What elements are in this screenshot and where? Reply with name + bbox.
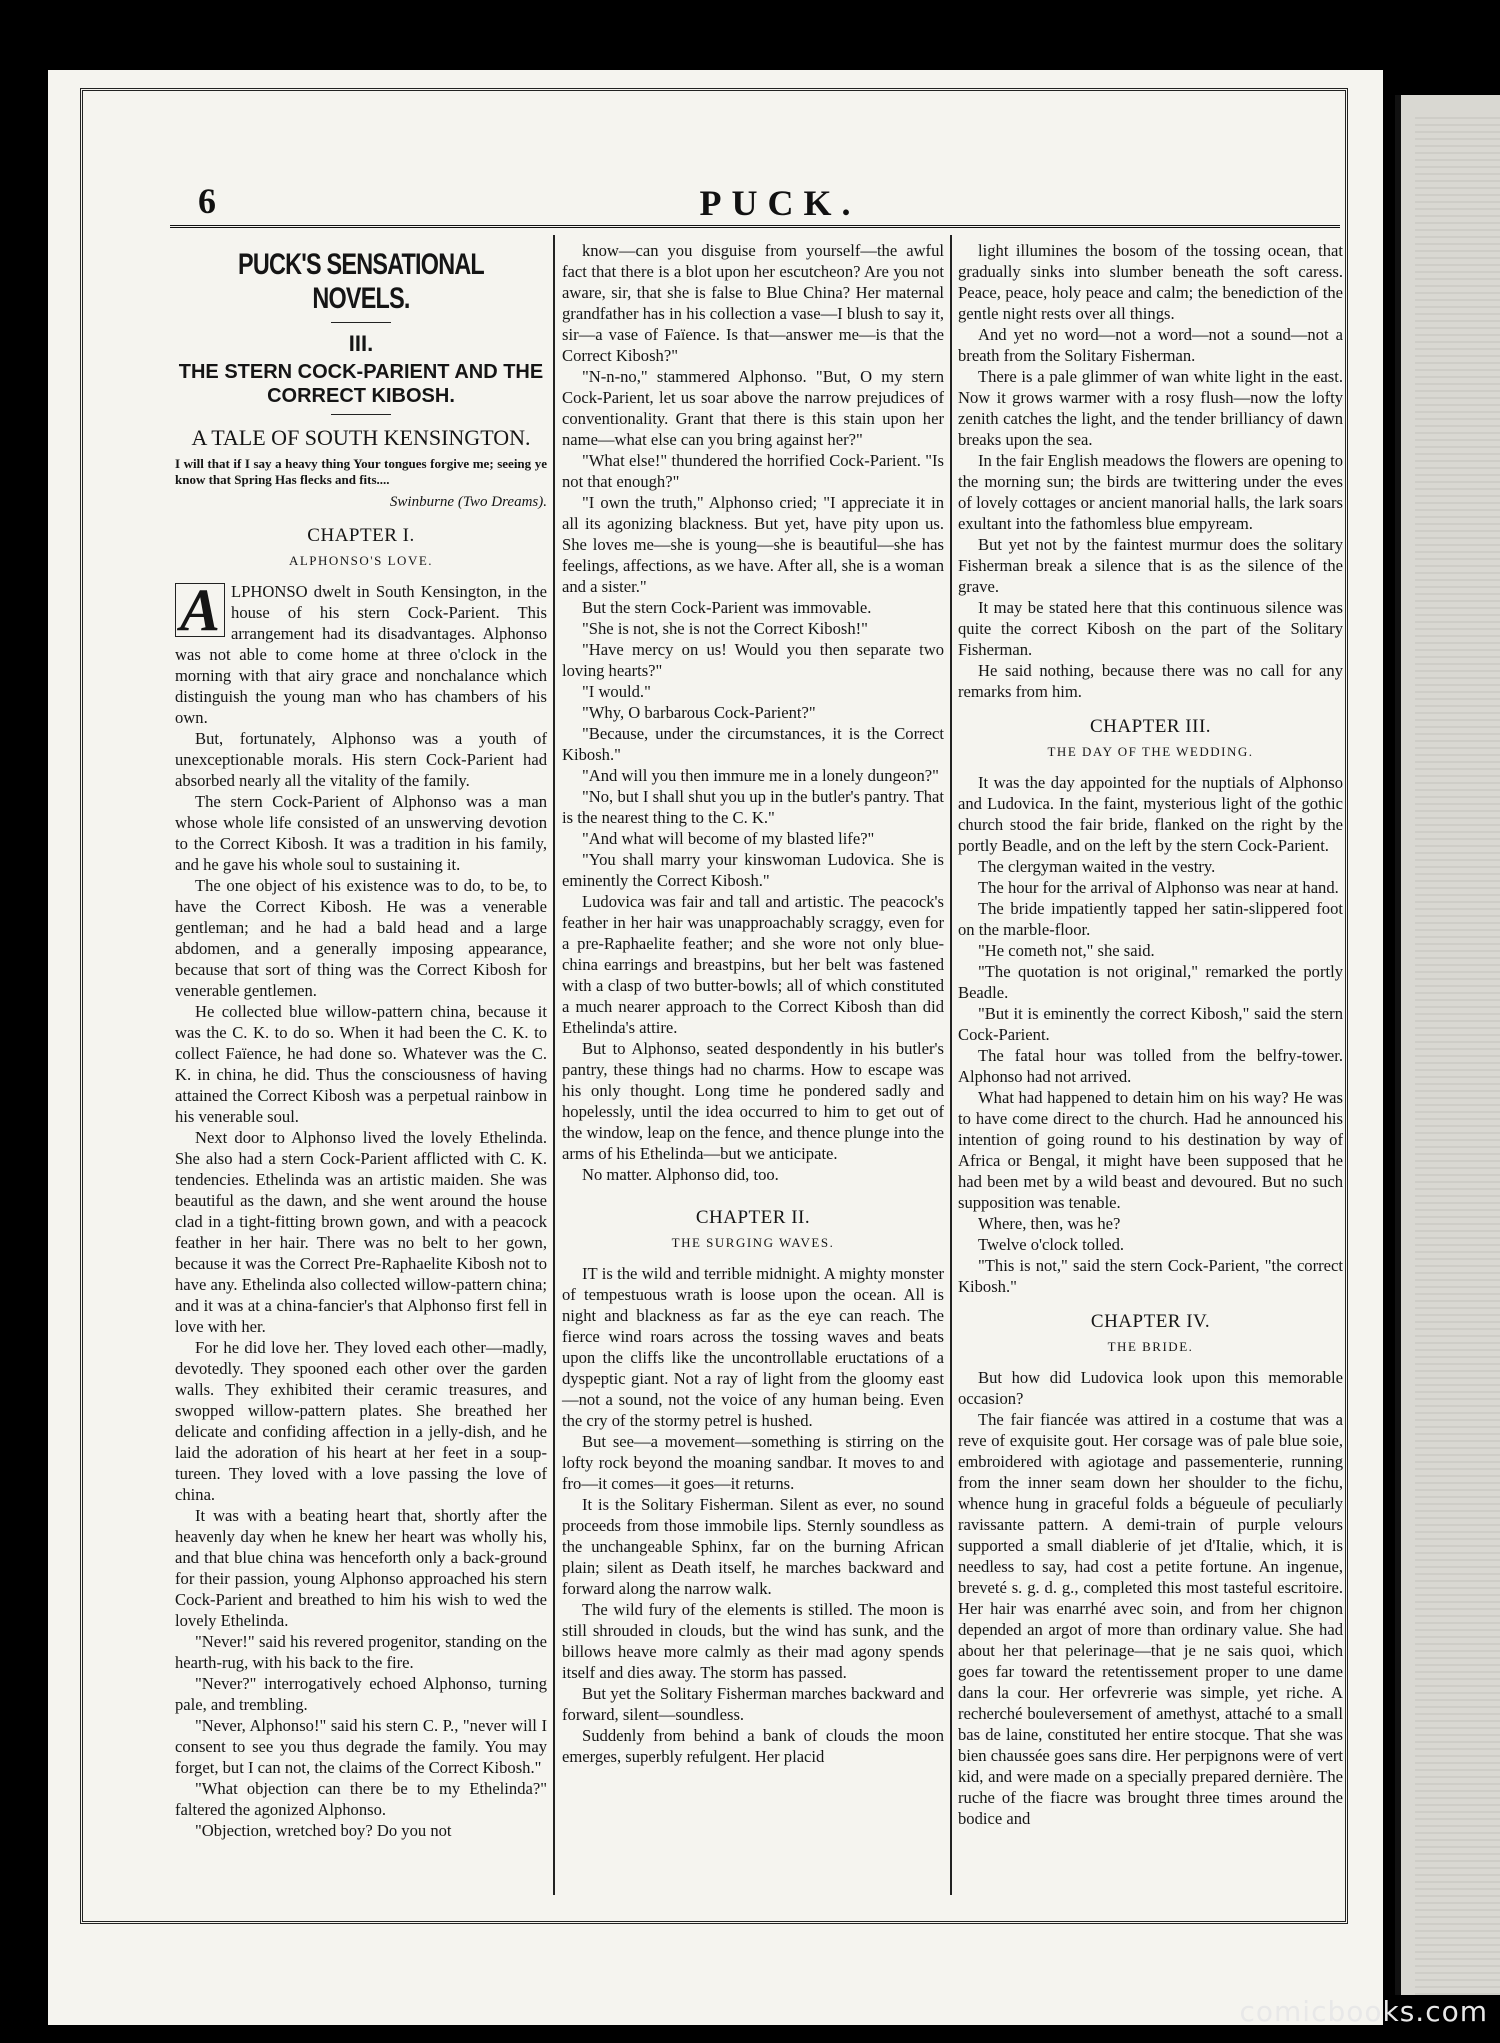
chapter-subtitle: THE SURGING WAVES. [671, 1235, 835, 1250]
paragraph: know—can you disguise from yourself—the awful fact that there is a blot upon her escutcheon? Are you not aware, sir, that she is false to Blue China? Her maternal grandfather has in his collection a vase—I blush to say it, sir—a vase of Faïence. Is that—answer me—is that the Correct Kibosh?" [562, 241, 944, 365]
paragraph: The one object of his existence was to do, to be, to have the Correct Kibosh. He was a venerable gentleman; and he had a bald head and a large abdomen, and a generally imposing appearance, because that sort of thing was the Correct Kibosh for venerable gentlemen. [175, 876, 547, 1000]
chapter-heading: CHAPTER II. [695, 1207, 811, 1228]
paragraph: The bride impatiently tapped her satin-slippered foot on the marble-floor. [958, 899, 1343, 939]
chapter-heading: CHAPTER I. [307, 525, 415, 546]
paragraph: But yet not by the faintest murmur does the solitary Fisherman break a silence that is as the silence of the grave. [958, 535, 1343, 596]
paragraph: "Because, under the circumstances, it is the Correct Kibosh." [562, 724, 944, 764]
paragraph: But to Alphonso, seated despondently in his butler's pantry, these things had no charms. How to escape was his only thought. Long time he pondered sadly and hopelessly, until the idea occurred to him to get out of the window, leap on the fence, and thence plunge into the arms of his Ethelinda—but we anticipate. [562, 1039, 944, 1163]
paragraph: "And will you then immure me in a lonely dungeon?" [582, 766, 939, 785]
paragraph: "N-n-no," stammered Alphonso. "But, O my stern Cock-Parient, let us soar above the narrow prejudices of conventionality. Grant that there is this stain upon her name—what else can you bring against her?" [562, 367, 944, 449]
epigraph: I will that if I say a heavy thing Your tongues forgive me; seeing ye know that Spring Has flecks and fits.... [175, 456, 547, 487]
paragraph: The clergyman waited in the vestry. [978, 857, 1216, 876]
paragraph: Ludovica was fair and tall and artistic. The peacock's feather in her hair was unapproachably scraggy, even for a pre-Raphaelite feather; and she wore not only blue-china earrings and breastpins, but her belt was fastened with a clasp of two butter-bowls; all of which constituted a much nearer approach to the Correct Kibosh than did Ethelinda's attire. [562, 892, 944, 1037]
paragraph: "He cometh not," she said. [978, 941, 1155, 960]
paragraph: It may be stated here that this continuous silence was quite the correct Kibosh on the part of the Solitary Fisherman. [958, 598, 1343, 659]
paragraph: "And what will become of my blasted life?" [582, 829, 875, 848]
epigraph-attribution: Swinburne (Two Dreams). [389, 494, 547, 510]
drop-cap: A [175, 583, 225, 637]
paragraph: The wild fury of the elements is stilled. The moon is still shrouded in clouds, but the wind has sunk, and the billows heave more calmly as their mad agony spends itself and dies away. The storm has passed. [562, 1600, 944, 1682]
paragraph: The hour for the arrival of Alphonso was near at hand. [978, 878, 1339, 897]
paragraph: It is the Solitary Fisherman. Silent as ever, no sound proceeds from those immobile lips. Sternly soundless as the unchangeable Sphinx, far on the burning African plain; silent as Death itself, he marches backward and forward along the narrow walk. [562, 1495, 944, 1598]
paragraph: IT is the wild and terrible midnight. A mighty monster of tempestuous wrath is loose upon the ocean. All is night and blackness as far as the eye can reach. The fierce wind roars across the tossing waves and beats upon the cliffs like the uncontrollable eructations of a dyspeptic giant. Not a ray of light from the gloomy east—not a sound, not the voice of any human being. Even the cry of the stormy petrel is hushed. [562, 1264, 944, 1430]
chapter-heading: CHAPTER III. [1089, 716, 1212, 737]
watermark: comicbooks.com [1239, 1995, 1488, 2028]
chapter-1-text [175, 577, 547, 1841]
paragraph: But the stern Cock-Parient was immovable. [582, 598, 872, 617]
adjacent-page-edge [1395, 95, 1500, 1995]
paragraph: What had happened to detain him on his way? He was to have come direct to the church. Had he announced his intention of going round to his destination by way of Africa or Bengal, it might have been supposed that he had been met by a wild beast and devoured. But no such supposition was tenable. [958, 1088, 1343, 1212]
paragraph: "What objection can there be to my Ethelinda?" faltered the agonized Alphonso. [175, 1779, 547, 1819]
paragraph: "This is not," said the stern Cock-Parient, "the correct Kibosh." [958, 1256, 1343, 1296]
paragraph: But how did Ludovica look upon this memorable occasion? [958, 1368, 1343, 1408]
paragraph: The fair fiancée was attired in a costume that was a reve of exquisite gout. Her corsage was of pale blue soie, embroidered with agiotage and passementerie, running from the inner seam down her shoulder to the fichu, whence hung in graceful folds a bégueule of peculiarly ravissante pattern. A demi-train of purple velours supported a small diablerie of jet d'Italie, which, it is needless to say, had cost a petite fortune. An ingenue, breveté s. g. d. g., completed this most tasteful escritoire. Her hair was enarrhé avec soin, and from her chignon depended an argot of more than ordinary value. She had about her that pelerinage—that je ne sais quoi, which goes far toward the retentissement proper to une dame dans la cour. Her orfevrerie was simple, yet riche. A recherché bouleversement of amethyst, attaché to a small bas de laine, constituted her entire stocque. That she was bien chaussée goes sans dire. Her perpignons were of vert kid, and were made on a specially prepared dernière. The ruche of the fiacre was brought three times around the bodice and [958, 1410, 1343, 1828]
paragraph: There is a pale glimmer of wan white light in the east. Now it grows warmer with a rosy flush—now the lofty zenith catches the light, and the tender brilliancy of dawn breaks upon the sea. [958, 367, 1343, 449]
paragraph: He collected blue willow-pattern china, because it was the C. K. to do so. When it had been the C. K. to collect Faïence, he had done so. Whatever was the C. K. in china, he did. Thus the consciousness of having attained the Correct Kibosh was a perpetual rainbow in his venerable soul. [175, 1002, 547, 1126]
chapter-heading: CHAPTER IV. [1090, 1311, 1211, 1332]
paragraph: Suddenly from behind a bank of clouds the moon emerges, superbly refulgent. Her placid [562, 1726, 944, 1766]
header-rule [170, 225, 1340, 228]
paragraph: Twelve o'clock tolled. [978, 1235, 1125, 1254]
paragraph: For he did love her. They loved each other—madly, devotedly. They spooned each other over the garden walls. They exhibited their ceramic treasures, and swopped willow-pattern plates. She breathed her delicate and confiding affection in a jelly-dish, and he laid the adoration of his heart at her feet in a soup-tureen. They loved with a love passing the love of china. [175, 1338, 547, 1504]
masthead: PUCK. [699, 183, 861, 223]
story-title: THE STERN COCK-PARIENT AND THE CORRECT KIBOSH. [178, 361, 544, 407]
paragraph: It was with a beating heart that, shortly after the heavenly day when he knew her heart was wholly his, and that blue china was henceforth only a back-ground for their passion, young Alphonso approached his stern Cock-Parient and breathed to him his wish to wed the lovely Ethelinda. [175, 1506, 547, 1630]
paragraph: The stern Cock-Parient of Alphonso was a man whose whole life consisted of an unswerving devotion to the Correct Kibosh. It was a tradition in his family, and he gave his whole soul to sustaining it. [175, 792, 547, 874]
paragraph: He said nothing, because there was no call for any remarks from him. [958, 661, 1343, 701]
paragraph: "You shall marry your kinswoman Ludovica. She is eminently the Correct Kibosh." [562, 850, 944, 890]
paragraph: Next door to Alphonso lived the lovely Ethelinda. She also had a stern Cock-Parient afflicted with C. K. tendencies. Ethelinda was an artistic maiden. She was beautiful as the dawn, and she went around the house clad in a tight-fitting brown gown, and with a peacock feather in her hair. There was no belt to her gown, because it was the Correct Pre-Raphaelite Kibosh not to have any. Ethelinda also collected willow-pattern china; and it was at a china-fancier's that Alphonso first fell in love with her. [175, 1128, 547, 1336]
paragraph: "The quotation is not original," remarked the portly Beadle. [958, 962, 1343, 1002]
story-subtitle: A TALE OF SOUTH KENSINGTON. [191, 425, 531, 450]
paragraph: "Never, Alphonso!" said his stern C. P., "never will I consent to see you thus degrade the family. You may forget, but I can not, the claims of the Correct Kibosh." [175, 1716, 547, 1777]
paragraph: But see—a movement—something is stirring on the lofty rock beyond the moaning sandbar. It moves to and fro—it comes—it goes—it returns. [562, 1432, 944, 1493]
column-2 [562, 240, 944, 1767]
paragraph: "Never!" said his revered progenitor, standing on the hearth-rug, with his back to the fire. [175, 1632, 547, 1672]
paragraph: But, fortunately, Alphonso was a youth of unexceptionable morals. His stern Cock-Parient had absorbed nearly all the vitality of the family. [175, 729, 547, 790]
paragraph: "No, but I shall shut you up in the butler's pantry. That is the nearest thing to the C. K." [562, 787, 944, 827]
paragraph: "Why, O barbarous Cock-Parient?" [582, 703, 816, 722]
novel-number: III. [348, 331, 374, 356]
paragraph: In the fair English meadows the flowers are opening to the morning sun; the birds are twittering under the eves of lovely cottages or ancient manorial halls, the lark soars exultant into the fathomless blue empyream. [958, 451, 1343, 533]
column-3 [958, 240, 1343, 1829]
column-rule [553, 235, 555, 1895]
paragraph: The fatal hour was tolled from the belfry-tower. Alphonso had not arrived. [958, 1046, 1343, 1086]
paragraph: No matter. Alphonso did, too. [582, 1165, 779, 1184]
paragraph: "What else!" thundered the horrified Cock-Parient. "Is not that enough?" [562, 451, 944, 491]
paragraph: "Never?" interrogatively echoed Alphonso, turning pale, and trembling. [175, 1674, 547, 1714]
paragraph: "Have mercy on us! Would you then separate two loving hearts?" [562, 640, 944, 680]
paragraph: "I would." [582, 682, 651, 701]
series-title: PUCK'S SENSATIONAL NOVELS. [238, 248, 484, 315]
chapter-subtitle: THE BRIDE. [1107, 1339, 1194, 1354]
paragraph: Where, then, was he? [978, 1214, 1121, 1233]
paragraph: And yet no word—not a word—not a sound—not a breath from the Solitary Fisherman. [958, 325, 1343, 365]
column-1 [175, 240, 547, 1841]
page-number: 6 [198, 181, 216, 221]
paragraph: "I own the truth," Alphonso cried; "I appreciate it in all its agonizing blackness. But yet, have pity upon us. She loves me—she is young—she is beautiful—she has feelings, affections, as we have. After all, she is a woman and a sister." [562, 493, 944, 596]
paragraph: But yet the Solitary Fisherman marches backward and forward, silent—soundless. [562, 1684, 944, 1724]
paragraph: "Objection, wretched boy? Do you not [195, 1821, 452, 1840]
paragraph: "But it is eminently the correct Kibosh," said the stern Cock-Parient. [958, 1004, 1343, 1044]
paragraph: It was the day appointed for the nuptials of Alphonso and Ludovica. In the faint, mysterious light of the gothic church stood the fair bride, flanked on the right by the portly Beadle, and on the left by the stern Cock-Parient. [958, 773, 1343, 855]
chapter-subtitle: THE DAY OF THE WEDDING. [1047, 744, 1254, 759]
column-rule [950, 235, 952, 1895]
chapter-subtitle: ALPHONSO'S LOVE. [288, 553, 434, 568]
paragraph: "She is not, she is not the Correct Kibosh!" [582, 619, 868, 638]
paragraph: light illumines the bosom of the tossing ocean, that gradually sinks into slumber beneath the soft caress. Peace, peace, holy peace and calm; the benediction of the gentle night rests over all things. [958, 241, 1343, 323]
paragraph: LPHONSO dwelt in South Kensington, in the house of his stern Cock-Parient. This arrangement had its disadvantages. Alphonso was not able to come home at three o'clock in the morning with that airy grace and nonchalance which distinguish the young man who has chambers of his own. [175, 582, 547, 727]
